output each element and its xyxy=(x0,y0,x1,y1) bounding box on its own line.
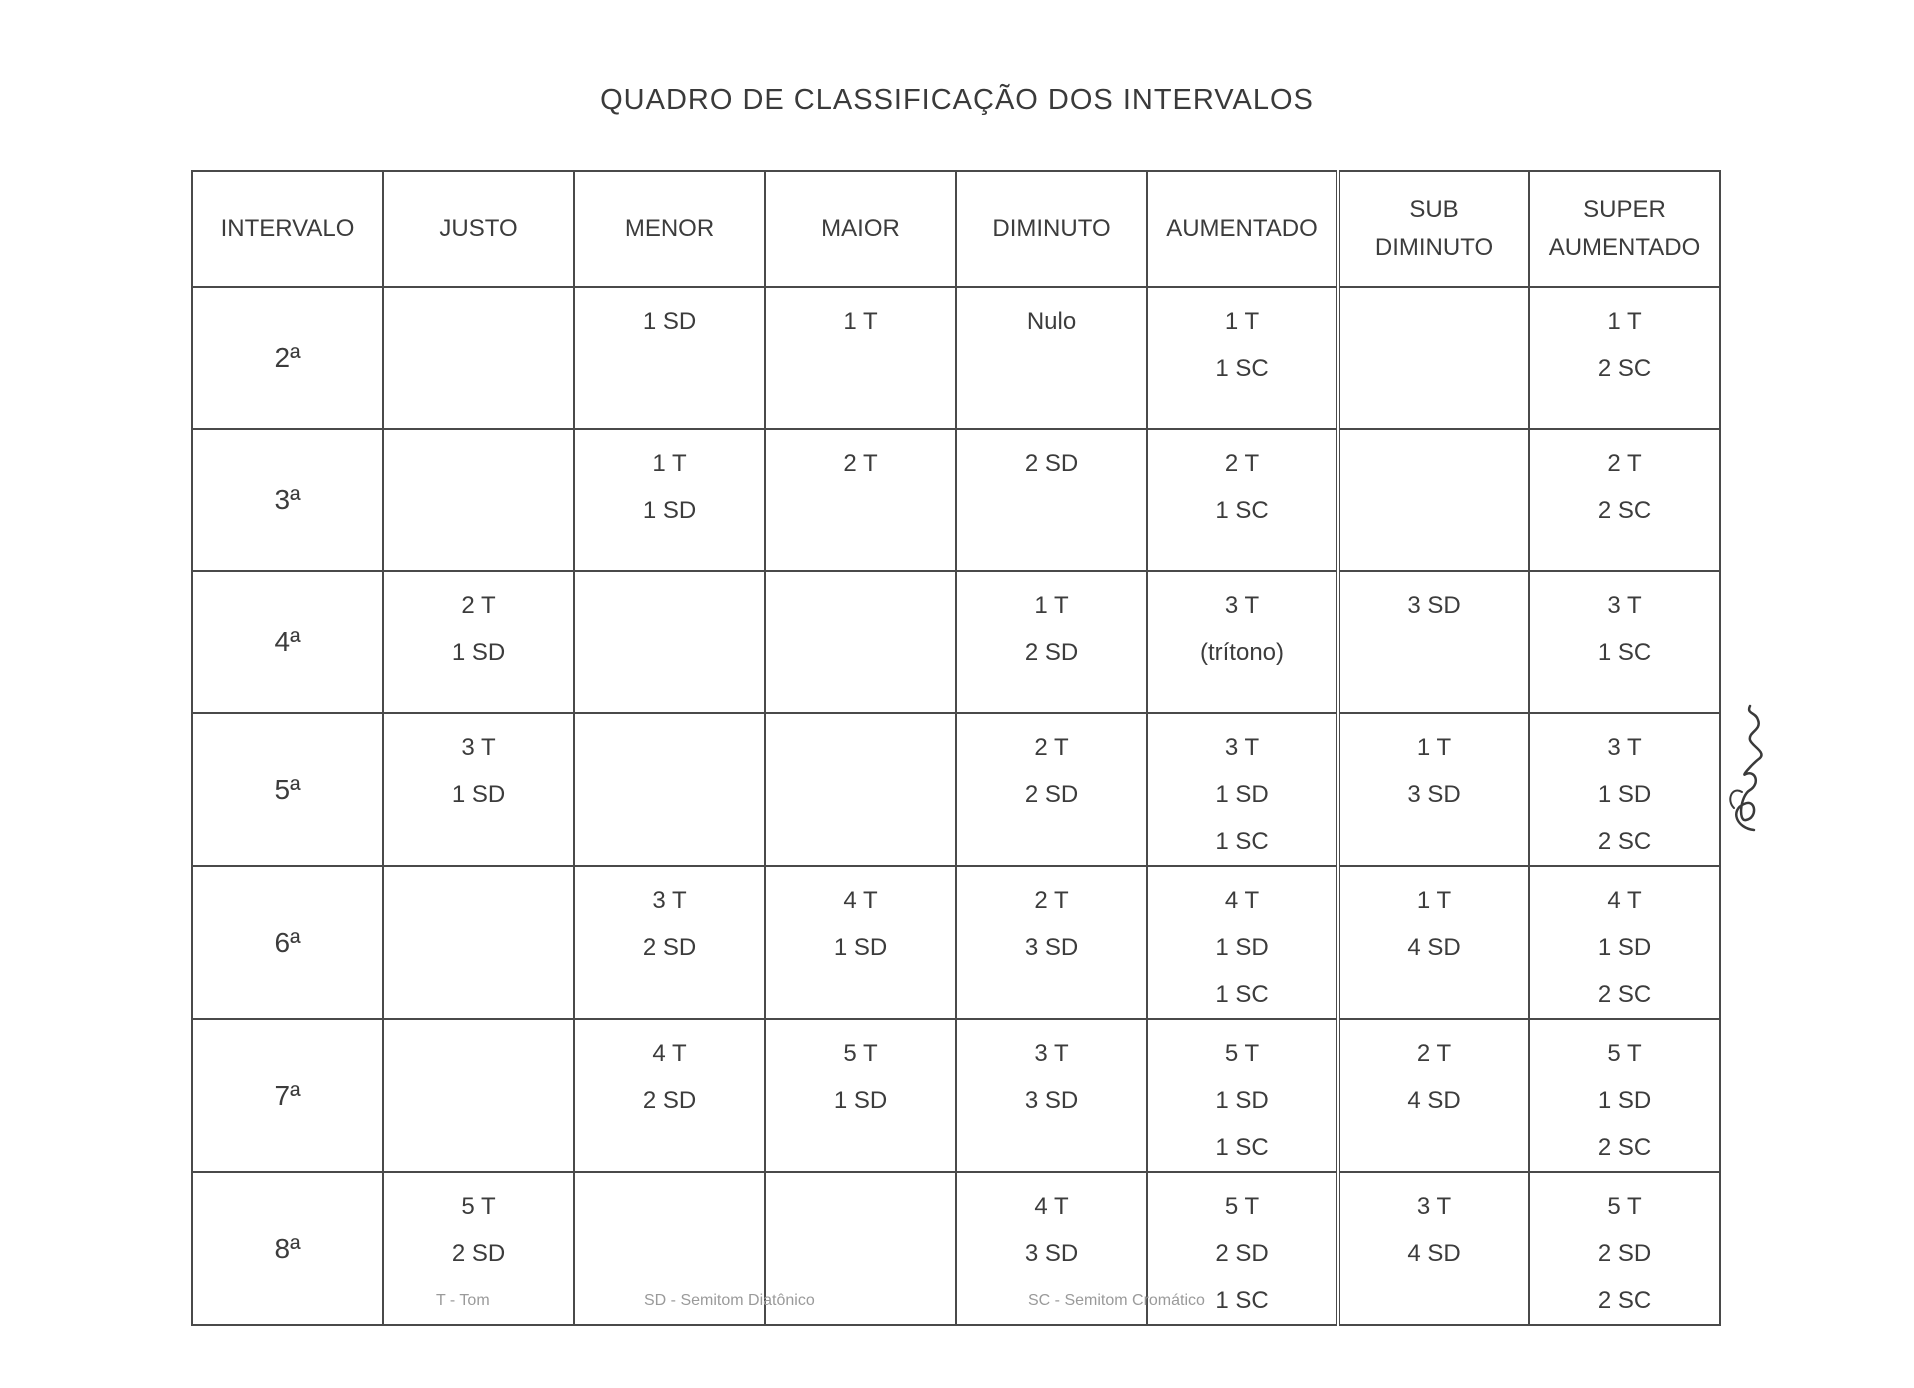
cell-super-aumentado xyxy=(1529,713,1720,866)
cell-menor xyxy=(574,866,765,1019)
cell-justo xyxy=(383,287,574,429)
cell-diminuto xyxy=(956,866,1147,1019)
cell-content xyxy=(957,867,1146,971)
header-text: INTERVALO xyxy=(220,215,355,242)
cell-diminuto xyxy=(956,287,1147,429)
cell-diminuto xyxy=(956,571,1147,713)
cell-value: Nulo xyxy=(1026,308,1077,335)
cell-justo xyxy=(383,429,574,571)
cell-content xyxy=(384,1173,573,1277)
cell-content xyxy=(1148,572,1336,676)
interval-label: 6ª xyxy=(192,866,383,1019)
cell-value: 5 T xyxy=(1607,1193,1642,1220)
legend-semitom-diatonico: SD - Semitom Diatônico xyxy=(644,1292,815,1309)
cell-maior xyxy=(765,866,956,1019)
cell-maior xyxy=(765,1019,956,1172)
cell-value: 5 T xyxy=(1224,1040,1260,1067)
cell-value: 1 SD xyxy=(1597,781,1652,808)
document-title: QUADRO DE CLASSIFICAÇÃO DOS INTERVALOS xyxy=(600,84,1314,116)
cell-content xyxy=(766,714,955,724)
cell-value: 3 T xyxy=(652,887,687,914)
cell-content xyxy=(1148,288,1336,392)
cell-value: 4 T xyxy=(843,887,878,914)
cell-content xyxy=(766,288,955,345)
cell-value: 1 T xyxy=(843,308,878,335)
cell-value: 1 SC xyxy=(1215,1287,1269,1314)
cell-value: 3 T xyxy=(1034,1040,1069,1067)
header-text-line-1: SUPER xyxy=(1583,196,1666,223)
cell-content xyxy=(575,288,764,345)
cell-content xyxy=(1148,714,1336,865)
cell-content xyxy=(957,572,1146,676)
cell-value: 1 SD xyxy=(642,308,697,335)
cell-value: 1 SD xyxy=(1215,934,1269,961)
cell-value: 4 SD xyxy=(1407,1240,1461,1267)
cell-content xyxy=(766,430,955,487)
cell-value: (trítono) xyxy=(1199,639,1285,666)
cell-value: 1 SD xyxy=(451,781,506,808)
cell-value: 3 SD xyxy=(1024,934,1079,961)
cell-value: 2 T xyxy=(461,592,496,619)
cell-sub-diminuto xyxy=(1338,571,1529,713)
cell-super-aumentado xyxy=(1529,287,1720,429)
cell-value: 2 SD xyxy=(451,1240,506,1267)
cell-justo xyxy=(383,1019,574,1172)
cell-diminuto xyxy=(956,429,1147,571)
cell-content xyxy=(1340,1020,1528,1124)
cell-content xyxy=(384,867,573,877)
table-row xyxy=(192,1019,1720,1172)
cell-value: 1 SD xyxy=(1215,781,1269,808)
cell-super-aumentado xyxy=(1529,1019,1720,1172)
interval-label: 5ª xyxy=(192,713,383,866)
cell-value: 1 SD xyxy=(1597,934,1652,961)
cell-value: 5 T xyxy=(843,1040,878,1067)
cell-value: 2 SC xyxy=(1597,1287,1652,1314)
cell-content xyxy=(1530,288,1719,392)
cell-content xyxy=(766,867,955,971)
cell-menor xyxy=(574,571,765,713)
cell-justo xyxy=(383,866,574,1019)
cell-value: 3 T xyxy=(1607,592,1642,619)
cell-value: 1 SD xyxy=(1597,1087,1652,1114)
header-justo xyxy=(383,171,574,287)
cell-value: 3 T xyxy=(461,734,496,761)
cell-content xyxy=(575,867,764,971)
cell-content xyxy=(766,572,955,582)
cell-value: 2 SC xyxy=(1597,981,1652,1008)
cell-menor xyxy=(574,713,765,866)
cell-content xyxy=(1530,867,1719,1018)
table-row xyxy=(192,429,1720,571)
header-diminuto xyxy=(956,171,1147,287)
cell-super-aumentado xyxy=(1529,429,1720,571)
header-intervalo xyxy=(192,171,383,287)
cell-value: 3 T xyxy=(1416,1193,1452,1220)
cell-value: 2 T xyxy=(1034,887,1069,914)
cell-value: 3 SD xyxy=(1407,781,1461,808)
cell-content xyxy=(384,1020,573,1030)
cell-value: 1 SD xyxy=(833,1087,888,1114)
cell-value: 1 T xyxy=(1224,308,1260,335)
cell-content xyxy=(1530,714,1719,865)
cell-diminuto xyxy=(956,1019,1147,1172)
cell-sub-diminuto xyxy=(1338,1172,1529,1325)
cell-value: 1 SC xyxy=(1215,828,1269,855)
cell-value: 4 T xyxy=(1224,887,1260,914)
cell-content xyxy=(1340,288,1528,298)
cell-value: 4 SD xyxy=(1407,1087,1461,1114)
cell-content xyxy=(1340,1173,1528,1277)
interval-classification-table xyxy=(191,170,1721,1326)
cell-aumentado xyxy=(1147,571,1338,713)
cell-value: 5 T xyxy=(1224,1193,1260,1220)
cell-super-aumentado xyxy=(1529,1172,1720,1325)
cell-value: 1 SC xyxy=(1215,355,1269,382)
cell-content xyxy=(957,1173,1146,1277)
cell-aumentado xyxy=(1147,1019,1338,1172)
cell-value: 2 T xyxy=(1224,450,1260,477)
cell-aumentado xyxy=(1147,287,1338,429)
cell-value: 2 SC xyxy=(1597,828,1652,855)
cell-content xyxy=(384,288,573,298)
cell-content xyxy=(1148,1020,1336,1171)
cell-value: 2 SD xyxy=(1024,450,1079,477)
cell-value: 3 SD xyxy=(1407,592,1461,619)
cell-aumentado xyxy=(1147,866,1338,1019)
header-sub-diminuto xyxy=(1338,171,1529,287)
cell-value: 1 T xyxy=(652,450,687,477)
cell-value: 2 T xyxy=(1034,734,1069,761)
table-row xyxy=(192,1172,1720,1325)
cell-value: 2 SD xyxy=(1024,781,1079,808)
cell-value: 2 SD xyxy=(1024,639,1079,666)
cell-value: 1 SD xyxy=(1215,1087,1269,1114)
header-text: AUMENTADO xyxy=(1166,215,1318,242)
cell-value: 1 SD xyxy=(451,639,506,666)
cell-content xyxy=(1340,867,1528,971)
cell-maior xyxy=(765,429,956,571)
cell-content xyxy=(1148,867,1336,1018)
header-menor xyxy=(574,171,765,287)
cell-content xyxy=(957,714,1146,818)
cell-maior xyxy=(765,287,956,429)
cell-value: 3 T xyxy=(1224,734,1260,761)
cell-value: 2 SC xyxy=(1597,1134,1652,1161)
cell-sub-diminuto xyxy=(1338,429,1529,571)
cell-content xyxy=(1530,572,1719,676)
cell-content xyxy=(766,1020,955,1124)
cell-maior xyxy=(765,571,956,713)
cell-content xyxy=(957,1020,1146,1124)
cell-value: 3 T xyxy=(1224,592,1260,619)
cell-value: 2 SD xyxy=(642,1087,697,1114)
cell-justo xyxy=(383,571,574,713)
cell-content xyxy=(575,572,764,582)
cell-value: 1 T xyxy=(1034,592,1069,619)
cell-content xyxy=(575,1173,764,1183)
cell-value: 3 SD xyxy=(1024,1240,1079,1267)
cell-sub-diminuto xyxy=(1338,287,1529,429)
cell-diminuto xyxy=(956,713,1147,866)
cell-value: 2 SD xyxy=(642,934,697,961)
cell-super-aumentado xyxy=(1529,866,1720,1019)
table-row xyxy=(192,713,1720,866)
cell-maior xyxy=(765,713,956,866)
legend-semitom-cromatico: SC - Semitom Cromático xyxy=(1028,1292,1205,1309)
cell-justo xyxy=(383,713,574,866)
cell-value: 2 SD xyxy=(1215,1240,1269,1267)
cell-super-aumentado xyxy=(1529,571,1720,713)
cell-value: 1 SC xyxy=(1597,639,1652,666)
header-text: MENOR xyxy=(624,215,715,242)
interval-label: 3ª xyxy=(192,429,383,571)
cell-value: 3 SD xyxy=(1024,1087,1079,1114)
cell-sub-diminuto xyxy=(1338,1019,1529,1172)
cell-content xyxy=(384,572,573,676)
cell-value: 1 SC xyxy=(1215,497,1269,524)
cell-value: 2 T xyxy=(1607,450,1642,477)
cell-content xyxy=(575,714,764,724)
header-text-line-2: DIMINUTO xyxy=(1374,234,1494,261)
legend-tom: T - Tom xyxy=(436,1292,490,1309)
header-text-line-1: SUB xyxy=(1409,196,1459,223)
cell-value: 1 SD xyxy=(833,934,888,961)
cell-content xyxy=(957,288,1146,345)
interval-label: 2ª xyxy=(192,287,383,429)
interval-label: 7ª xyxy=(192,1019,383,1172)
cell-content xyxy=(766,1173,955,1183)
cell-content xyxy=(575,430,764,534)
cell-value: 5 T xyxy=(461,1193,496,1220)
cell-content xyxy=(1530,1173,1719,1324)
cell-menor xyxy=(574,429,765,571)
header-aumentado xyxy=(1147,171,1338,287)
cell-value: 1 T xyxy=(1416,734,1452,761)
cell-sub-diminuto xyxy=(1338,866,1529,1019)
cell-menor xyxy=(574,1019,765,1172)
cell-value: 1 SD xyxy=(642,497,697,524)
cell-content xyxy=(1530,430,1719,534)
cell-value: 4 T xyxy=(652,1040,687,1067)
interval-label: 4ª xyxy=(192,571,383,713)
cell-value: 4 SD xyxy=(1407,934,1461,961)
table-row xyxy=(192,866,1720,1019)
cell-content xyxy=(1340,714,1528,818)
cell-value: 1 T xyxy=(1416,887,1452,914)
cell-content xyxy=(1530,1020,1719,1171)
cell-content xyxy=(575,1020,764,1124)
cell-value: 4 T xyxy=(1607,887,1642,914)
header-text: DIMINUTO xyxy=(992,215,1111,242)
cell-aumentado xyxy=(1147,429,1338,571)
cell-content xyxy=(1340,572,1528,629)
cell-value: 1 SC xyxy=(1215,981,1269,1008)
cell-value: 2 T xyxy=(843,450,878,477)
cell-value: 5 T xyxy=(1607,1040,1642,1067)
cell-value: 1 SC xyxy=(1215,1134,1269,1161)
header-row xyxy=(192,171,1720,287)
cell-value: 3 T xyxy=(1607,734,1642,761)
cell-value: 2 SC xyxy=(1597,497,1652,524)
cell-content xyxy=(1148,430,1336,534)
cell-value: 2 SD xyxy=(1597,1240,1652,1267)
cell-value: 1 T xyxy=(1607,308,1642,335)
cell-content xyxy=(384,714,573,818)
table-row xyxy=(192,287,1720,429)
header-text: MAIOR xyxy=(821,215,900,242)
header-text: JUSTO xyxy=(439,215,518,242)
header-super-aumentado xyxy=(1529,171,1720,287)
cell-sub-diminuto xyxy=(1338,713,1529,866)
cell-content xyxy=(957,430,1146,487)
header-maior xyxy=(765,171,956,287)
interval-label: 8ª xyxy=(192,1172,383,1325)
header-text-line-2: AUMENTADO xyxy=(1548,234,1701,261)
table-body xyxy=(192,287,1720,1325)
cell-content xyxy=(384,430,573,440)
cell-value: 4 T xyxy=(1034,1193,1069,1220)
cell-value: 2 T xyxy=(1416,1040,1452,1067)
cell-menor xyxy=(574,287,765,429)
table-row xyxy=(192,571,1720,713)
handwritten-signature xyxy=(1716,700,1776,840)
cell-aumentado xyxy=(1147,713,1338,866)
cell-content xyxy=(1340,430,1528,440)
cell-value: 2 SC xyxy=(1597,355,1652,382)
